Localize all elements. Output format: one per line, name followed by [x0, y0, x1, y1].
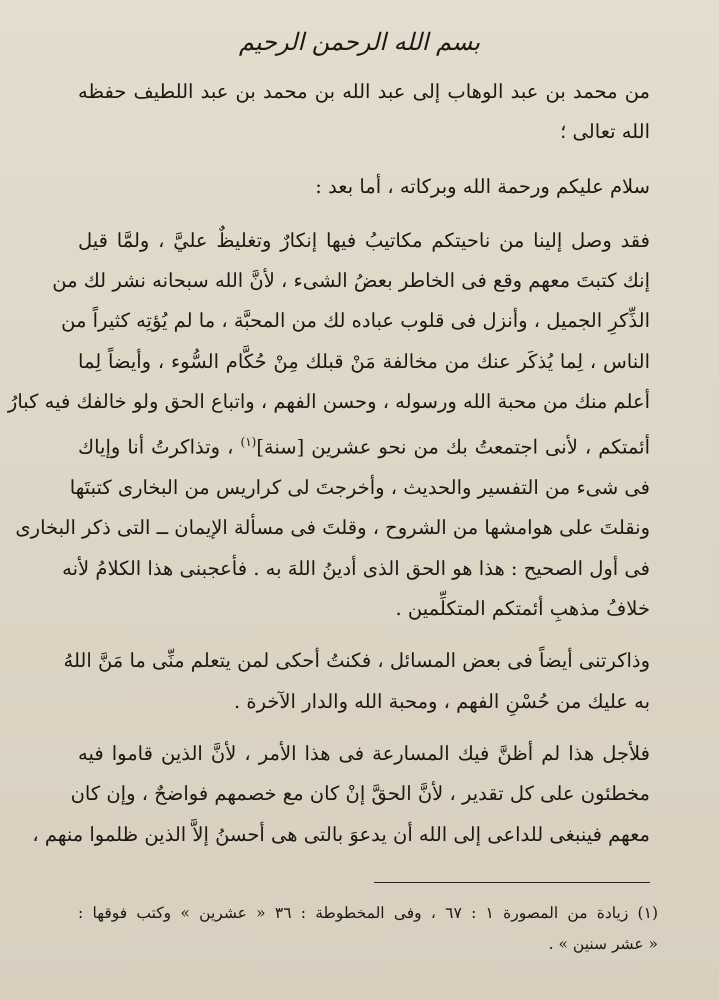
paragraph1-line-8: ونقلتَ على هوامشها من الشروح ، وقلتَ فى مسألة الإيمان ــ التى ذكر البخارى: [15, 516, 650, 540]
paragraph1-line-6: [78, 422, 650, 468]
paragraph1-line-2: إنك كتبتَ معهم وقع فى الخاطر بعضُ الشىء ، لأنَّ الله سبحانه نشر لك من: [52, 269, 650, 293]
paragraph3-line-2: مخطئون على كل تقدير ، لأنَّ الحقَّ إنْ كان مع خصمهم فواضحٌ ، وإن كان: [70, 782, 650, 806]
basmala-heading: بسم الله الرحمن الرحيم: [238, 28, 481, 56]
opening-line-2: الله تعالى ؛: [560, 120, 650, 144]
salutation-line: سلام عليكم ورحمة الله وبركاته ، أما بعد :: [315, 174, 650, 198]
footnote: [78, 898, 658, 960]
footnote-reference: (١): [240, 435, 257, 450]
paragraph2-line-2: به عليك من حُسْنِ الفهم ، ومحبة الله والدار الآخرة .: [233, 689, 650, 713]
paragraph3-line-1: فلأجل هذا لم أظنَّ فيك المسارعة فى هذا الأمر ، لأنَّ الذين قاموا فيه: [78, 741, 650, 765]
opening-line-1: من محمد بن عبد الوهاب إلى عبد الله بن محمد بن عبد اللطيف حفظه: [78, 80, 650, 103]
paragraph2-line-1: وذاكرتنى أيضاً فى بعض المسائل ، فكنتُ أحكى لمن يتعلم منِّى ما مَنَّ اللهُ: [63, 649, 650, 673]
paragraph1-line-3: الذِّكرِ الجميل ، وأنزل فى قلوب عباده لك من المحبَّة ، ما لم يُؤتِه كثيراً من: [61, 309, 650, 333]
paragraph1-line-4: الناس ، لِما يُذكَر عنك من مخالفة مَنْ قبلك مِنْ حُكَّام السُّوء ، وأيضاً لِما: [78, 349, 650, 373]
paragraph1-line-9: فى أول الصحيح : هذا هو الحق الذى أدينُ اللهَ به . فأعجبنى هذا الكلامُ لأنه: [62, 556, 650, 580]
paragraph1-line-7: فى شىء من التفسير والحديث ، وأخرجتَ لى كراريس من البخارى كتبتَها: [69, 476, 650, 500]
footnote-line-1: (١) زيادة من المصورة ١ : ٦٧ ، وفى المخطوطة : ٣٦ « عشرين » وكتب فوقها :: [78, 904, 658, 922]
paragraph1-line-5: أعلم منك من محبة الله ورسوله ، وحسن الفهم ، واتباع الحق ولو خالفك فيه كبارُ: [7, 390, 650, 414]
paragraph3-line-3: معهم فينبغى للداعى إلى الله أن يدعوَ بالتى هى أحسنُ إلاَّ الذين ظلموا منهم ،: [32, 822, 650, 846]
paragraph1-line-10: خلافُ مذهبِ أئمتكم المتكلِّمين .: [395, 597, 650, 621]
paragraph1-line-6-text: أئمتكم ، لأنى اجتمعتُ بك من نحو عشرين [سنة]: [256, 435, 651, 459]
letter-body: [7, 72, 651, 855]
paragraph1-line-1: فقد وصل إلينا من ناحيتكم مكاتيبُ فيها إنكارٌ وتغليظٌ عليَّ ، ولمَّا قيل: [78, 228, 650, 252]
footnote-divider: [374, 882, 650, 883]
footnote-line-2: « عشر سنين » .: [548, 935, 658, 953]
paragraph1-line-6-tail: ، وتذاكرتُ أنا وإياك: [78, 435, 234, 459]
